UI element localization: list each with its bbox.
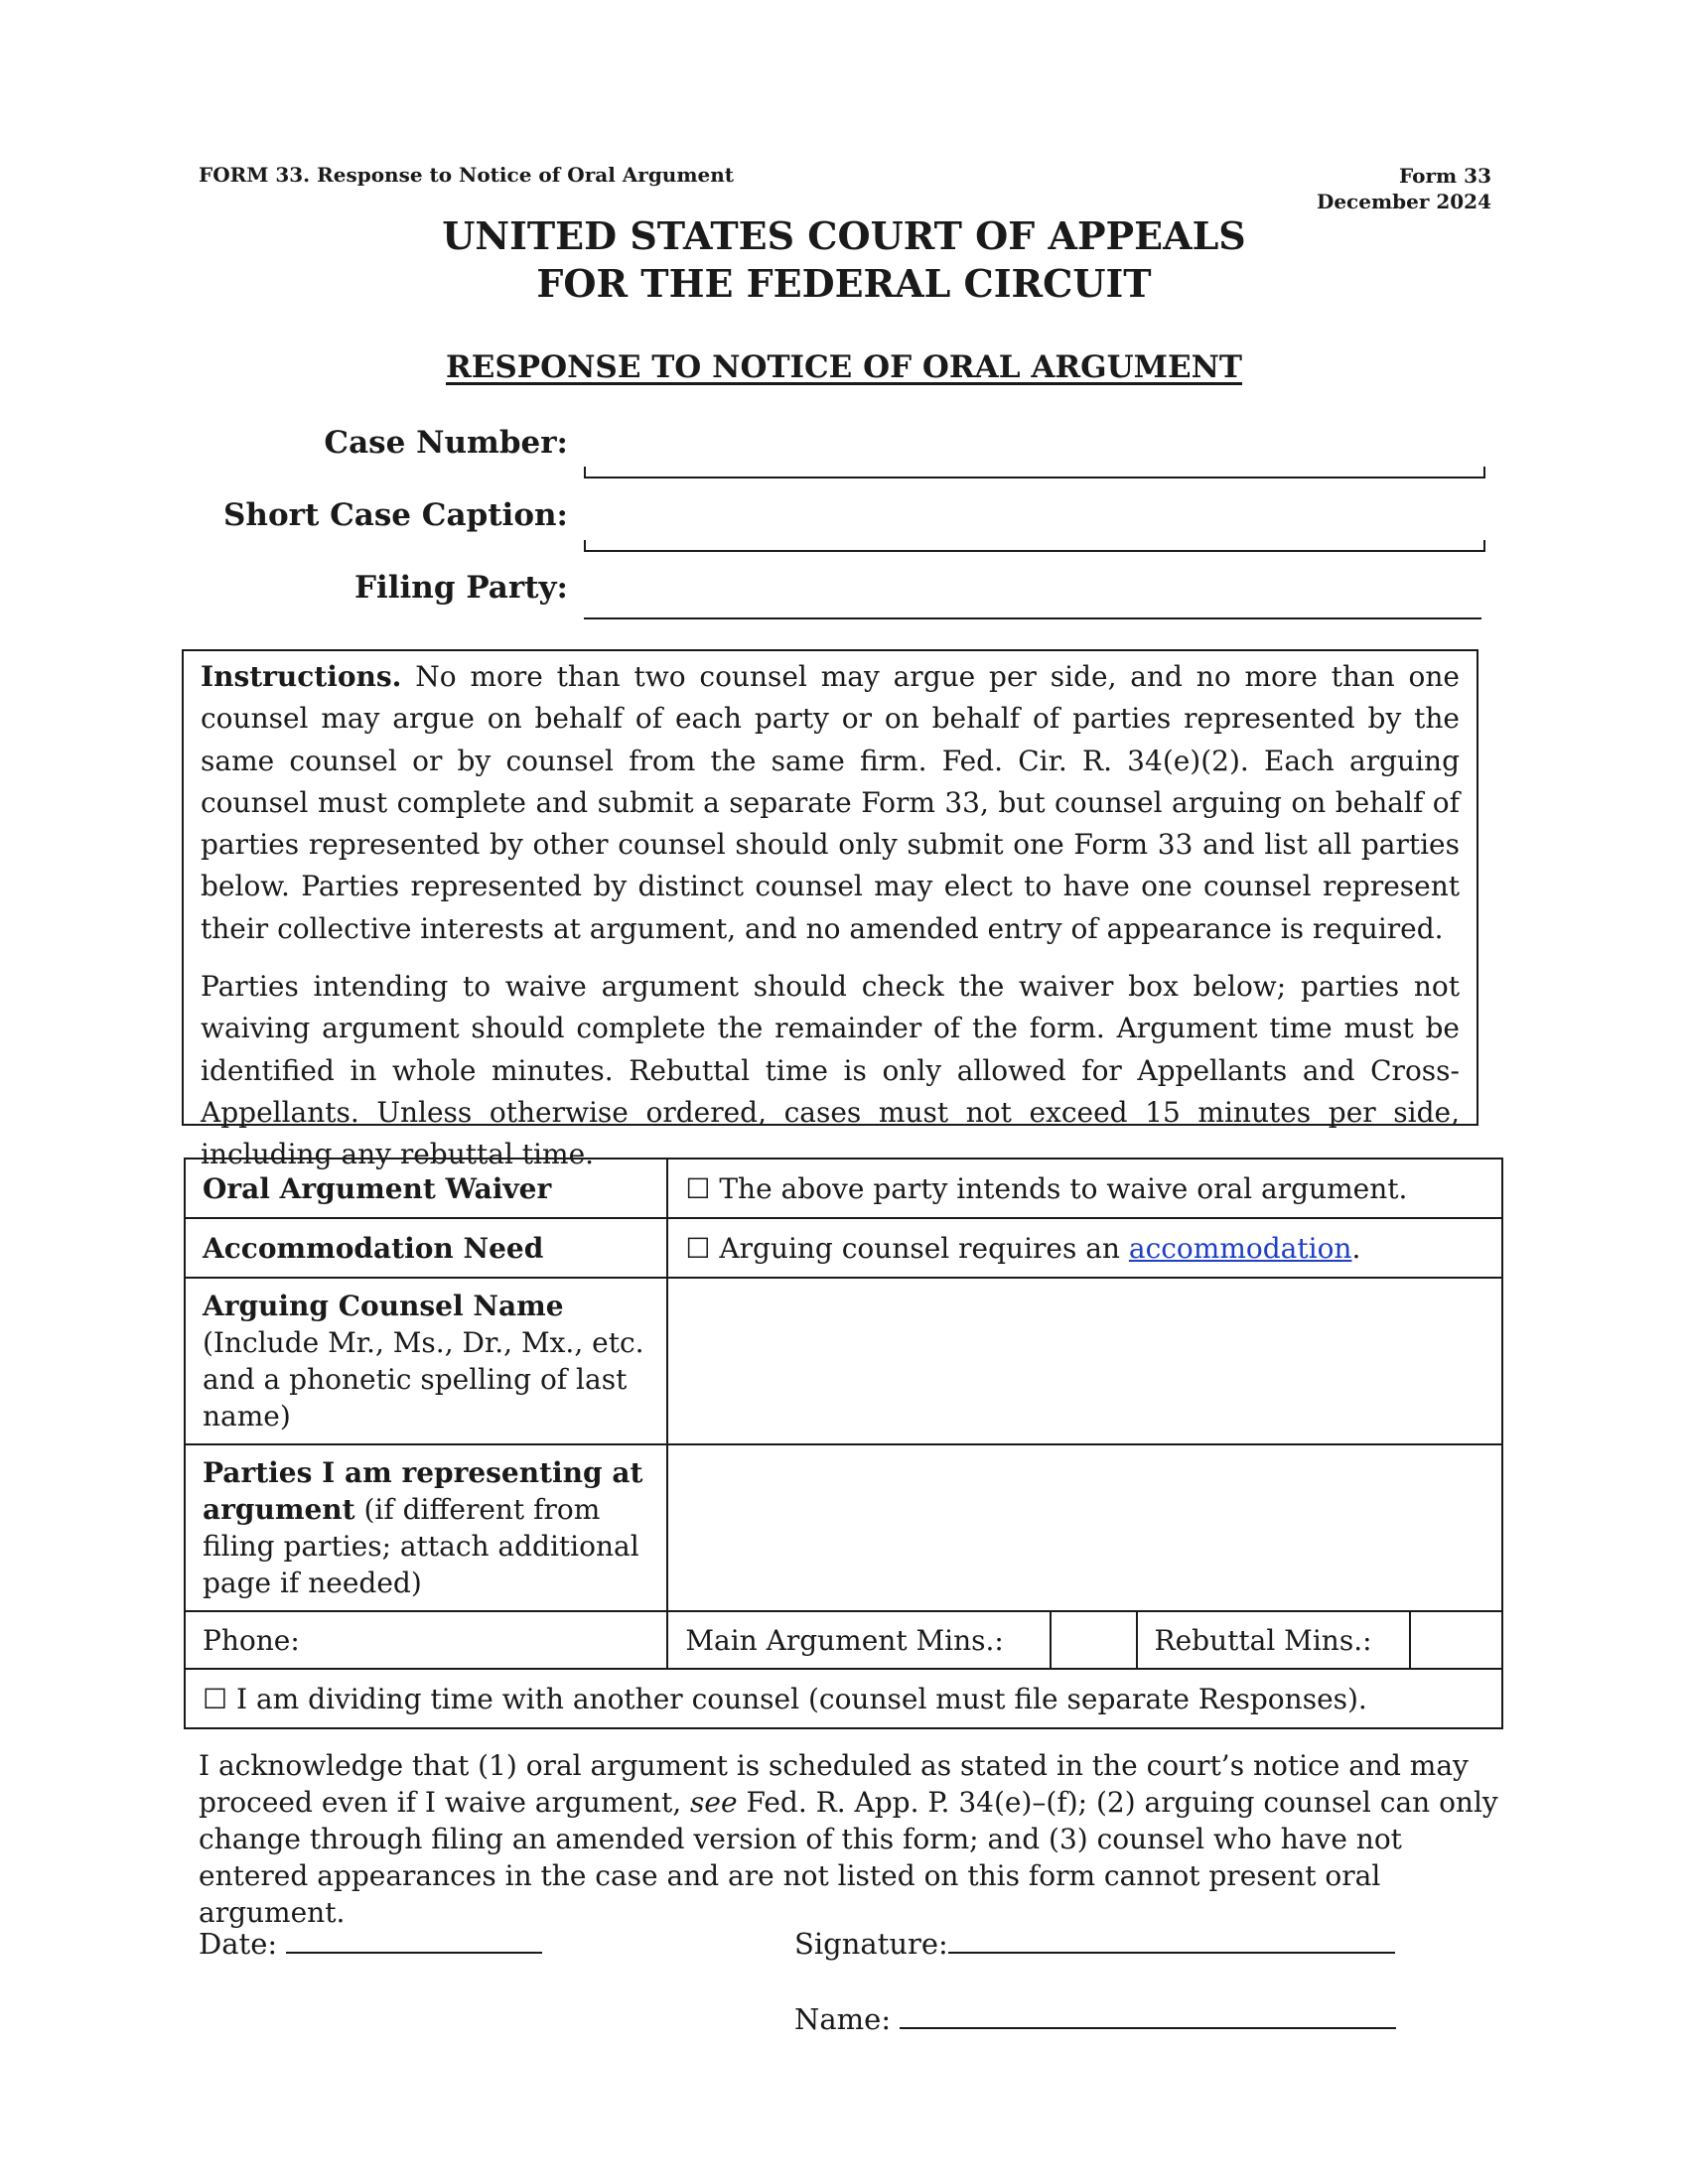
signature-label: Signature: [794,1927,948,1961]
rebuttal-label: Rebuttal Mins.: [1137,1611,1411,1669]
response-form-table [184,1158,1503,1729]
date-label: Date: [199,1927,278,1961]
instructions-heading: Instructions. [201,660,402,693]
instructions-text-1: No more than two counsel may argue per side, and no more than one counsel may argue on behalf of each party or on behalf of parties represented by the same counsel or by counsel from the same firm. Fed. Cir. R. 34(e)(2). Each arguing counsel must complete and submit a separate Form 33, but counsel arguing on behalf of parties represented by other counsel should only submit one Form 33 and list all parties below. Parties represented by distinct counsel may elect to have one counsel represent their collective interests at argument, and no amended entry of appearance is required. [201,660,1460,945]
waiver-checkbox[interactable]: ☐ [685,1171,711,1205]
signature-field[interactable] [948,1926,1395,1954]
name-field[interactable] [900,2001,1396,2029]
date-row [199,1926,542,1961]
main-argument-label: Main Argument Mins.: [667,1611,1050,1669]
page-title: RESPONSE TO NOTICE OF ORAL ARGUMENT [446,349,1242,385]
name-row [794,2001,1396,2036]
dividing-time-checkbox[interactable]: ☐ [203,1682,228,1715]
accommodation-cell [667,1218,1502,1278]
accommodation-checkbox[interactable]: ☐ [685,1231,711,1265]
date-field[interactable] [286,1926,542,1954]
parties-label: Parties I am representing at argument [203,1456,643,1526]
court-title-line2: FOR THE FEDERAL CIRCUIT [536,261,1152,306]
filing-party-field[interactable] [584,606,1481,619]
accommodation-text: Arguing counsel requires an [719,1231,1129,1265]
filing-party-label: Filing Party: [353,570,568,606]
acknowledgment-see: see [690,1786,738,1819]
counsel-name-label-cell [185,1278,667,1444]
instructions-para-1 [201,656,1460,950]
dividing-time-text: I am dividing time with another counsel (counsel must file separate Responses). [236,1682,1367,1715]
waiver-text: The above party intends to waive oral argument. [719,1171,1408,1205]
parties-label-cell [185,1444,667,1611]
form-number: Form 33 [1399,164,1491,188]
phone-field[interactable]: Phone: [185,1611,667,1669]
instructions-box [182,649,1478,1171]
signature-row [794,1926,1395,1961]
table-row [185,1159,1502,1218]
waiver-label: Oral Argument Waiver [185,1159,667,1218]
table-row [185,1278,1502,1444]
short-caption-label: Short Case Caption: [223,497,568,533]
instructions-para-2: Parties intending to waive argument should check the waiver box below; parties not waiving argument should complete the remainder of the form. Argument time must be identified in whole minutes. Rebuttal time is only allowed for Appellants and Cross-Appellants. Unless otherwise ordered, cases must not exceed 15 minutes per side, including any rebuttal time. [201,970,1460,1171]
case-number-label: Case Number: [324,425,568,461]
counsel-name-label: Arguing Counsel Name [203,1290,564,1322]
acknowledgment-part-1: I acknowledge that (1) oral argument is scheduled as stated in the court’s notice and may proceed even if I waive argument, [199,1749,1469,1819]
form-name: FORM 33. Response to Notice of Oral Argument [199,163,735,187]
form-id-block [1317,163,1491,214]
name-label: Name: [794,2002,892,2036]
table-row [185,1611,1502,1669]
parties-input[interactable] [667,1444,1502,1611]
acknowledgment-part-2: Fed. R. App. P. 34(e)–(f); (2) arguing counsel can only change through filing an amended version of this form; and (3) counsel who have not entered appearances in the case and are not listed on this form cannot present oral argument. [199,1786,1498,1929]
court-title [0,212,1688,308]
accommodation-link[interactable]: accommodation [1128,1231,1352,1265]
table-row [185,1669,1502,1728]
waiver-cell [667,1159,1502,1218]
table-row [185,1444,1502,1611]
acknowledgment-text [199,1747,1509,1931]
parties-note: (if different from filing parties; attach additional page if needed) [203,1493,639,1599]
case-number-field[interactable] [584,467,1485,478]
counsel-name-note: (Include Mr., Ms., Dr., Mx., etc. and a phonetic spelling of last name) [203,1326,644,1433]
short-caption-field[interactable] [584,540,1485,552]
revision-date: December 2024 [1316,190,1491,213]
main-argument-input[interactable] [1051,1611,1137,1669]
accommodation-text-end: . [1351,1231,1361,1265]
table-row [185,1218,1502,1278]
accommodation-label: Accommodation Need [185,1218,667,1278]
dividing-time-cell [185,1669,1502,1728]
court-title-line1: UNITED STATES COURT OF APPEALS [442,213,1246,258]
rebuttal-input[interactable] [1410,1611,1502,1669]
counsel-name-input[interactable] [667,1278,1502,1444]
